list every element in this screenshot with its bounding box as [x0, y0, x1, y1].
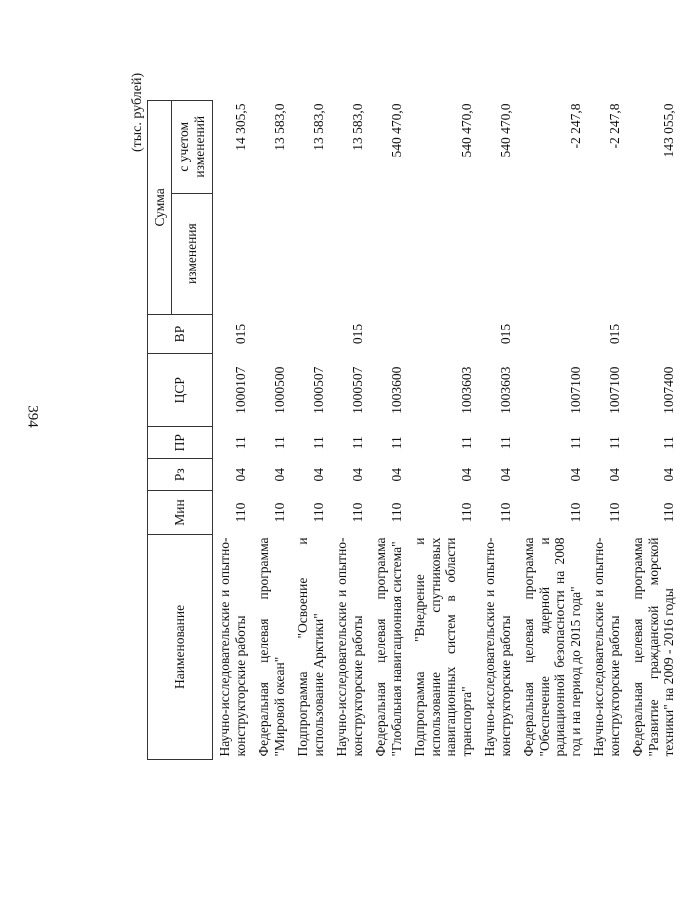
cell-pr: 11 — [606, 436, 622, 450]
cell-changes — [369, 193, 408, 314]
col-header-name: Наименование — [148, 534, 213, 759]
cell-vr: 015 — [497, 323, 513, 345]
cell-with-changes: 143 055,0 — [661, 103, 677, 158]
cell-rz: 04 — [388, 467, 404, 482]
cell-rz: 04 — [310, 467, 326, 482]
table-row — [408, 101, 478, 760]
cell-pr: 11 — [349, 436, 365, 450]
cell-min: 110 — [232, 502, 248, 523]
cell-csr: 1000500 — [271, 366, 287, 414]
cell-name: Подпрограмма "Внедрение и использование спутниковых навигационных систем в области транспорта" — [412, 537, 474, 757]
cell-pr: 11 — [388, 436, 404, 450]
cell-changes — [330, 193, 369, 314]
cell-name: Подпрограмма "Освоение и использование Арктики" — [295, 537, 326, 757]
cell-csr: 1007100 — [606, 366, 622, 414]
cell-name: Федеральная целевая программа "Обеспечение ядерной и радиационной безопасности на 2008 год и на период до 2015 года" — [521, 537, 583, 757]
cell-with-changes: 13 583,0 — [271, 103, 287, 151]
table-row — [626, 101, 681, 760]
cell-rz: 04 — [232, 467, 248, 482]
cell-with-changes: 13 583,0 — [349, 103, 365, 151]
cell-min: 110 — [458, 502, 474, 523]
cell-name: Научно-исследовательские и опытно-конструкторские работы — [217, 537, 248, 757]
col-header-csr: ЦСР — [148, 354, 213, 427]
cell-vr: 015 — [606, 323, 622, 345]
cell-min: 110 — [497, 502, 513, 523]
cell-min: 110 — [567, 502, 583, 523]
col-header-pr: ПР — [148, 427, 213, 459]
cell-csr: 1000507 — [310, 366, 326, 414]
cell-pr: 11 — [661, 436, 677, 450]
col-header-min: Мин — [148, 491, 213, 535]
page-number: 394 — [24, 405, 41, 428]
cell-min: 110 — [271, 502, 287, 523]
cell-with-changes: -2 247,8 — [606, 103, 622, 149]
col-header-vr: ВР — [148, 314, 213, 354]
table-row — [213, 101, 253, 760]
col-header-changes: изменения — [171, 193, 212, 314]
cell-csr: 1003603 — [458, 366, 474, 414]
cell-pr: 11 — [232, 436, 248, 450]
cell-vr — [291, 314, 330, 354]
cell-with-changes: -2 247,8 — [567, 103, 583, 149]
cell-csr: 1000507 — [349, 366, 365, 414]
cell-with-changes: 540 470,0 — [497, 103, 513, 158]
cell-rz: 04 — [606, 467, 622, 482]
cell-changes — [626, 193, 681, 314]
budget-table — [147, 100, 681, 760]
cell-changes — [587, 193, 626, 314]
cell-min: 110 — [388, 502, 404, 523]
cell-name: Федеральная целевая программа "Мировой океан" — [256, 537, 287, 757]
table-row — [291, 101, 330, 760]
cell-csr: 1003603 — [497, 366, 513, 414]
cell-changes — [213, 193, 253, 314]
cell-csr: 1007100 — [567, 366, 583, 414]
cell-changes — [252, 193, 291, 314]
cell-min: 110 — [606, 502, 622, 523]
table-body — [213, 101, 681, 760]
cell-with-changes: 13 583,0 — [310, 103, 326, 151]
cell-csr: 1003600 — [388, 366, 404, 414]
col-header-sum: Сумма — [148, 101, 172, 315]
cell-pr: 11 — [310, 436, 326, 450]
cell-min: 110 — [661, 502, 677, 523]
cell-rz: 04 — [271, 467, 287, 482]
table-row — [330, 101, 369, 760]
cell-rz: 04 — [661, 467, 677, 482]
cell-with-changes: 540 470,0 — [458, 103, 474, 158]
table-row — [517, 101, 587, 760]
cell-vr — [517, 314, 587, 354]
table-row — [252, 101, 291, 760]
cell-pr: 11 — [271, 436, 287, 450]
cell-vr — [252, 314, 291, 354]
cell-changes — [408, 193, 478, 314]
cell-csr: 1000107 — [232, 366, 248, 414]
table-row — [369, 101, 408, 760]
table-row — [587, 101, 626, 760]
col-header-with-changes: с учетом изменений — [171, 101, 212, 194]
cell-vr — [369, 314, 408, 354]
cell-vr: 015 — [232, 323, 248, 345]
cell-pr: 11 — [458, 436, 474, 450]
cell-csr: 1007400 — [661, 366, 677, 414]
units-note: (тыс. рублей) — [130, 72, 145, 152]
cell-min: 110 — [349, 502, 365, 523]
cell-changes — [517, 193, 587, 314]
cell-changes — [478, 193, 517, 314]
cell-name: Федеральная целевая программа "Развитие гражданской морской техники" на 2009 - 2016 годы — [630, 537, 677, 757]
cell-min: 110 — [310, 502, 326, 523]
cell-vr — [408, 314, 478, 354]
cell-name: Научно-исследовательские и опытно-конструкторские работы — [482, 537, 513, 757]
table-row — [478, 101, 517, 760]
cell-rz: 04 — [497, 467, 513, 482]
cell-with-changes: 14 305,5 — [232, 103, 248, 151]
cell-rz: 04 — [349, 467, 365, 482]
cell-name: Федеральная целевая программа "Глобальная навигационная система" — [373, 537, 404, 757]
cell-vr — [626, 314, 681, 354]
cell-name: Научно-исследовательские и опытно-конструкторские работы — [591, 537, 622, 757]
cell-pr: 11 — [497, 436, 513, 450]
col-header-rz: Рз — [148, 459, 213, 491]
cell-pr: 11 — [567, 436, 583, 450]
cell-rz: 04 — [458, 467, 474, 482]
cell-vr: 015 — [349, 323, 365, 345]
cell-changes — [291, 193, 330, 314]
cell-with-changes: 540 470,0 — [388, 103, 404, 158]
cell-rz: 04 — [567, 467, 583, 482]
cell-name: Научно-исследовательские и опытно-конструкторские работы — [334, 537, 365, 757]
